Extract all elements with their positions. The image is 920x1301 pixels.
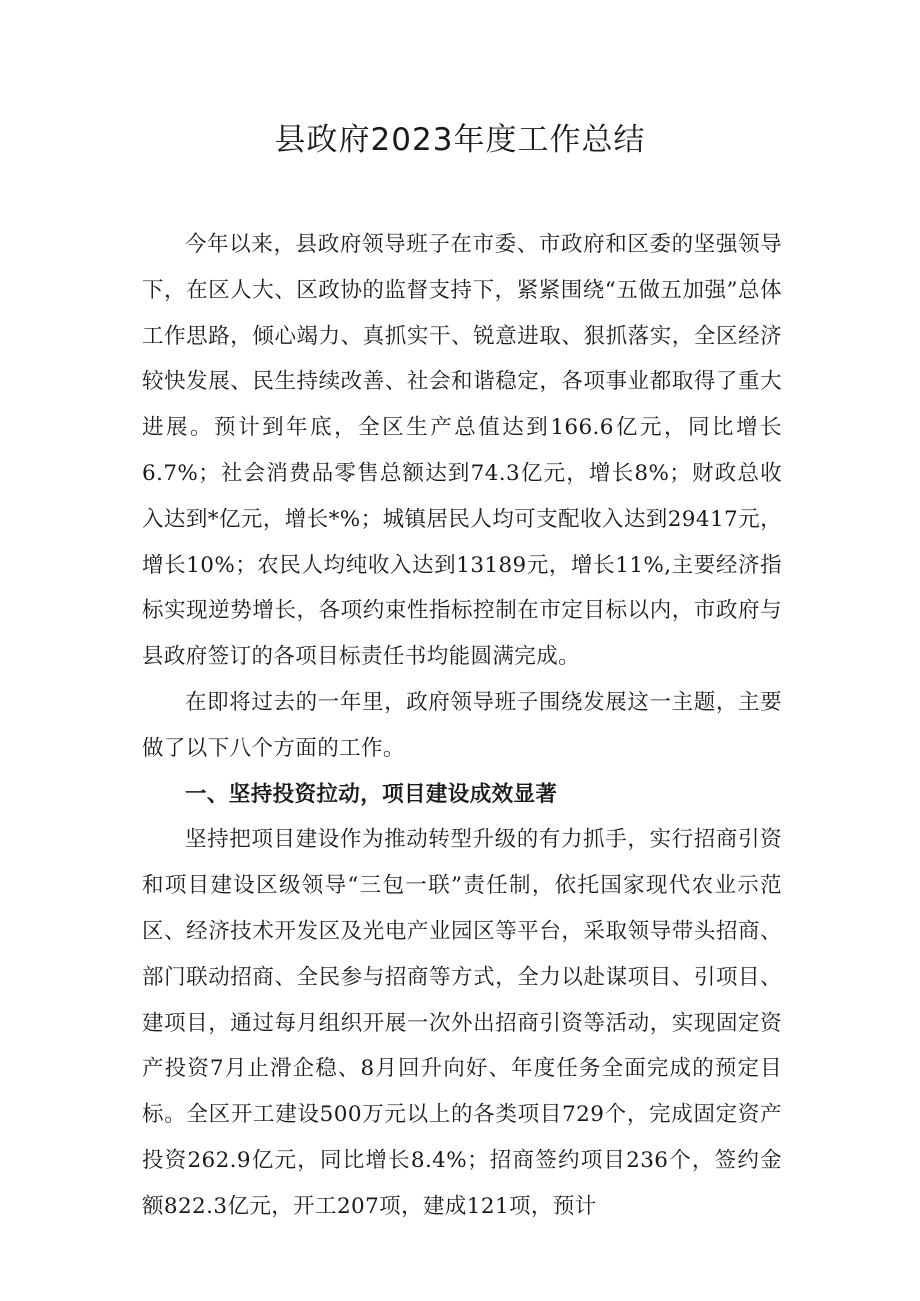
intro-paragraph: 今年以来，县政府领导班子在市委、市政府和区委的坚强领导下，在区人大、区政协的监督支持下，紧紧围绕“五做五加强”总体工作思路，倾心竭力、真抓实干、锐意进取、狠抓落实，全区经济较快发展、民生持续改善、社会和谐稳定，各项事业都取得了重大进展。预计到年底，全区生产总值达到166.6亿元，同比增长6.7%；社会消费品零售总额达到74.3亿元，增长8%；财政总收入达到*亿元，增长*%；城镇居民人均可支配收入达到29417元，增长10%；农民人均纯收入达到13189元，增长11%,主要经济指标实现逆势增长，各项约束性指标控制在市定目标以内，市政府与县政府签订的各项目标责任书均能圆满完成。 (142, 232, 782, 670)
document-title: 县政府2023年度工作总结 (274, 122, 646, 158)
section-1-paragraph: 坚持把项目建设作为推动转型升级的有力抓手，实行招商引资和项目建设区级领导“三包一联”责任制，依托国家现代农业示范区、经济技术开发区及光电产业园区等平台，采取领导带头招商、部门联动招商、全民参与招商等方式，全力以赴谋项目、引项目、建项目，通过每月组织开展一次外出招商引资等活动，实现固定资产投资7月止滑企稳、8月回升向好、年度任务全面完成的预定目标。全区开工建设500万元以上的各类项目729个，完成固定资产投资262.9亿元，同比增长8.4%；招商签约项目236个，签约金额822.3亿元，开工207项，建成121项，预计 (142, 827, 782, 1219)
section-1-heading: 一、坚持投资拉动，项目建设成效显著 (185, 781, 558, 807)
document-body (142, 222, 782, 1230)
summary-paragraph: 在即将过去的一年里，政府领导班子围绕发展这一主题，主要做了以下八个方面的工作。 (142, 689, 782, 761)
